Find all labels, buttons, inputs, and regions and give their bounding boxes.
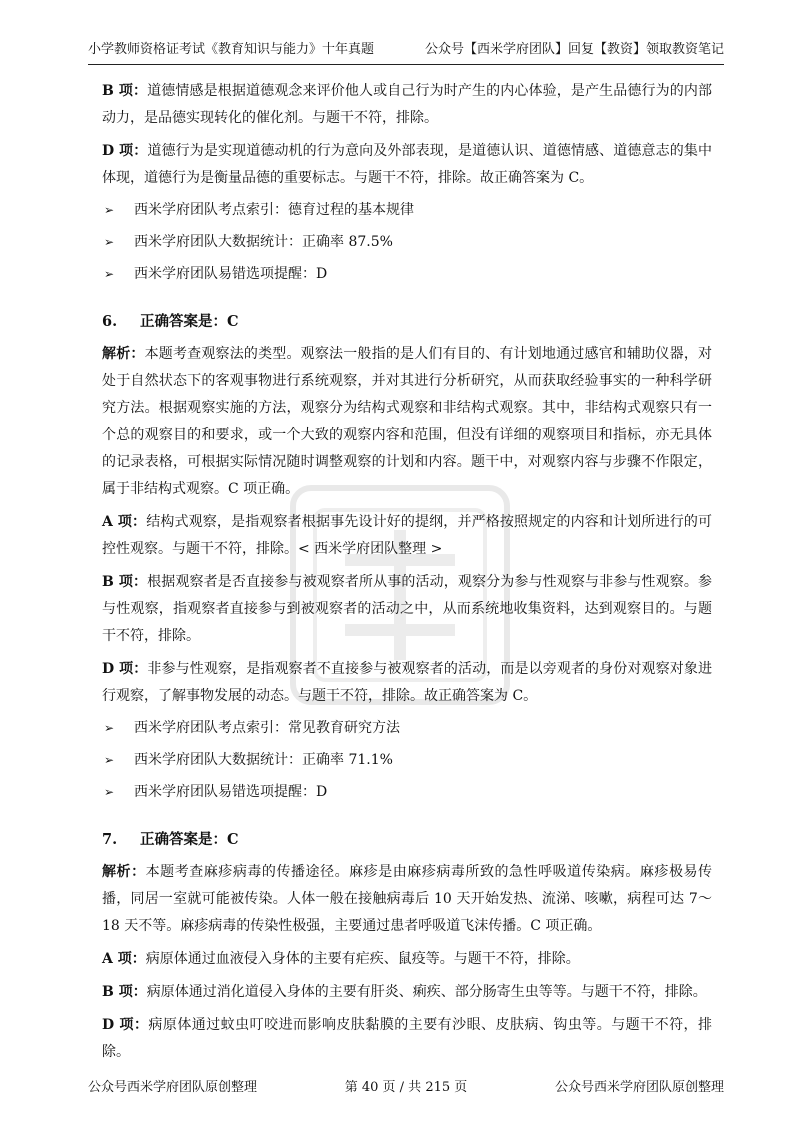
q6-option-b — [102, 569, 712, 650]
option-text: 根据观察者是否直接参与被观察者所从事的活动，观察分为参与性观察与非参与性观察。参与性观察，指观察者直接参与到被观察者的活动之中，从而系统地收集资料，达到观察目的。与题干不符，排除。 — [102, 574, 712, 644]
note-text: 西米学府团队大数据统计：正确率 71.1% — [134, 752, 393, 768]
note-item — [102, 748, 712, 772]
arrow-bullet-icon: ➢ — [104, 235, 115, 249]
q7-analysis — [102, 859, 712, 940]
option-text: 道德行为是实现道德动机的行为意向及外部表现，是道德认识、道德情感、道德意志的集中体现，道德行为是衡量品德的重要标志。与题干不符，排除。故正确答案为 C。 — [102, 143, 713, 186]
analysis-label: 解析： — [102, 346, 145, 362]
q6-option-d — [102, 656, 712, 710]
note-text: 西米学府团队考点索引：常见教育研究方法 — [134, 720, 400, 736]
q7-option-b — [102, 979, 712, 1006]
option-label: A 项： — [102, 514, 147, 530]
arrow-bullet-icon: ➢ — [104, 785, 115, 799]
option-label: B 项： — [102, 83, 148, 99]
note-item — [102, 780, 712, 804]
arrow-bullet-icon: ➢ — [104, 753, 115, 767]
option-label: D 项： — [102, 143, 148, 159]
option-text: 道德情感是根据道德观念来评价他人或自己行为时产生的内心体验，是产生品德行为的内部动力，是品德实现转化的催化剂。与题干不符，排除。 — [102, 83, 712, 126]
note-item — [102, 716, 712, 740]
q6-notes — [102, 716, 712, 804]
q7-option-d — [102, 1012, 712, 1066]
header-promo: 公众号【西米学府团队】回复【教资】领取教资笔记 — [424, 42, 724, 57]
answer-title: 正确答案是：C — [140, 831, 239, 848]
option-label: A 项： — [102, 951, 146, 967]
q6-analysis — [102, 341, 712, 503]
note-text: 西米学府团队易错选项提醒：D — [134, 266, 328, 282]
option-text: 非参与性观察，是指观察者不直接参与被观察者的活动，而是以旁观者的身份对观察对象进行观察，了解事物发展的动态。与题干不符，排除。故正确答案为 C。 — [102, 661, 713, 704]
answer-title: 正确答案是：C — [140, 313, 239, 330]
option-label: D 项： — [102, 1017, 149, 1033]
option-text: 病原体通过血液侵入身体的主要有疟疾、鼠疫等。与题干不符，排除。 — [145, 951, 580, 967]
q5-option-d — [102, 138, 712, 192]
option-text: 病原体通过消化道侵入身体的主要有肝炎、痢疾、部分肠寄生虫等等。与题干不符，排除。 — [146, 984, 707, 1000]
q6-answer-heading — [102, 308, 712, 335]
note-text: 西米学府团队易错选项提醒：D — [134, 784, 328, 800]
page-header — [88, 40, 724, 65]
page-number: 第 40 页 / 共 215 页 — [344, 1080, 468, 1095]
option-label: B 项： — [102, 574, 148, 590]
arrow-bullet-icon: ➢ — [104, 721, 115, 735]
q5-notes — [102, 198, 712, 286]
q6-option-a — [102, 509, 712, 563]
question-number: 6. — [102, 313, 118, 330]
footer-left: 公众号西米学府团队原创整理 — [88, 1080, 258, 1095]
q5-option-b — [102, 78, 712, 132]
note-text: 西米学府团队大数据统计：正确率 87.5% — [134, 234, 393, 250]
q7-answer-heading — [102, 826, 712, 853]
option-label: D 项： — [102, 661, 148, 677]
analysis-text: 本题考查观察法的类型。观察法一般指的是人们有目的、有计划地通过感官和辅助仪器，对处于自然状态下的客观事物进行系统观察，并对其进行分析研究，从而获取经验事实的一种科学研究方法。根据观察实施的方法，观察分为结构式观察和非结构式观察。其中，非结构式观察只有一个总的观察目的和要求，或一个大致的观察内容和范围，但没有详细的观察项目和指标，亦无具体的记录表格，可根据实际情况随时调整观察的计划和内容。题干中，对观察内容与步骤不作限定，属于非结构式观察。C 项正确。 — [102, 346, 713, 497]
analysis-label: 解析： — [102, 864, 146, 880]
option-text: 结构式观察，是指观察者根据事先设计好的提纲，并严格按照规定的内容和计划所进行的可控性观察。与题干不符，排除。< 西米学府团队整理 > — [102, 514, 712, 557]
note-text: 西米学府团队考点索引：德育过程的基本规律 — [134, 202, 414, 218]
question-number: 7. — [102, 831, 118, 848]
analysis-text: 本题考查麻疹病毒的传播途径。麻疹是由麻疹病毒所致的急性呼吸道传染病。麻疹极易传播，同居一室就可能被传染。人体一般在接触病毒后 10 天开始发热、流涕、咳嗽，病程可达 7～18 天不等。麻疹病毒的传染性极强，主要通过患者呼吸道飞沫传播。C 项正确。 — [102, 864, 713, 934]
page-footer — [88, 1076, 724, 1095]
document-body — [102, 78, 712, 1072]
arrow-bullet-icon: ➢ — [104, 203, 115, 217]
note-item — [102, 262, 712, 286]
option-label: B 项： — [102, 984, 147, 1000]
option-text: 病原体通过蚊虫叮咬进而影响皮肤黏膜的主要有沙眼、皮肤病、钩虫等。与题干不符，排除。 — [102, 1017, 712, 1060]
arrow-bullet-icon: ➢ — [104, 267, 115, 281]
q7-option-a — [102, 946, 712, 973]
note-item — [102, 230, 712, 254]
header-title: 小学教师资格证考试《教育知识与能力》十年真题 — [88, 42, 375, 57]
footer-right: 公众号西米学府团队原创整理 — [554, 1080, 724, 1095]
note-item — [102, 198, 712, 222]
